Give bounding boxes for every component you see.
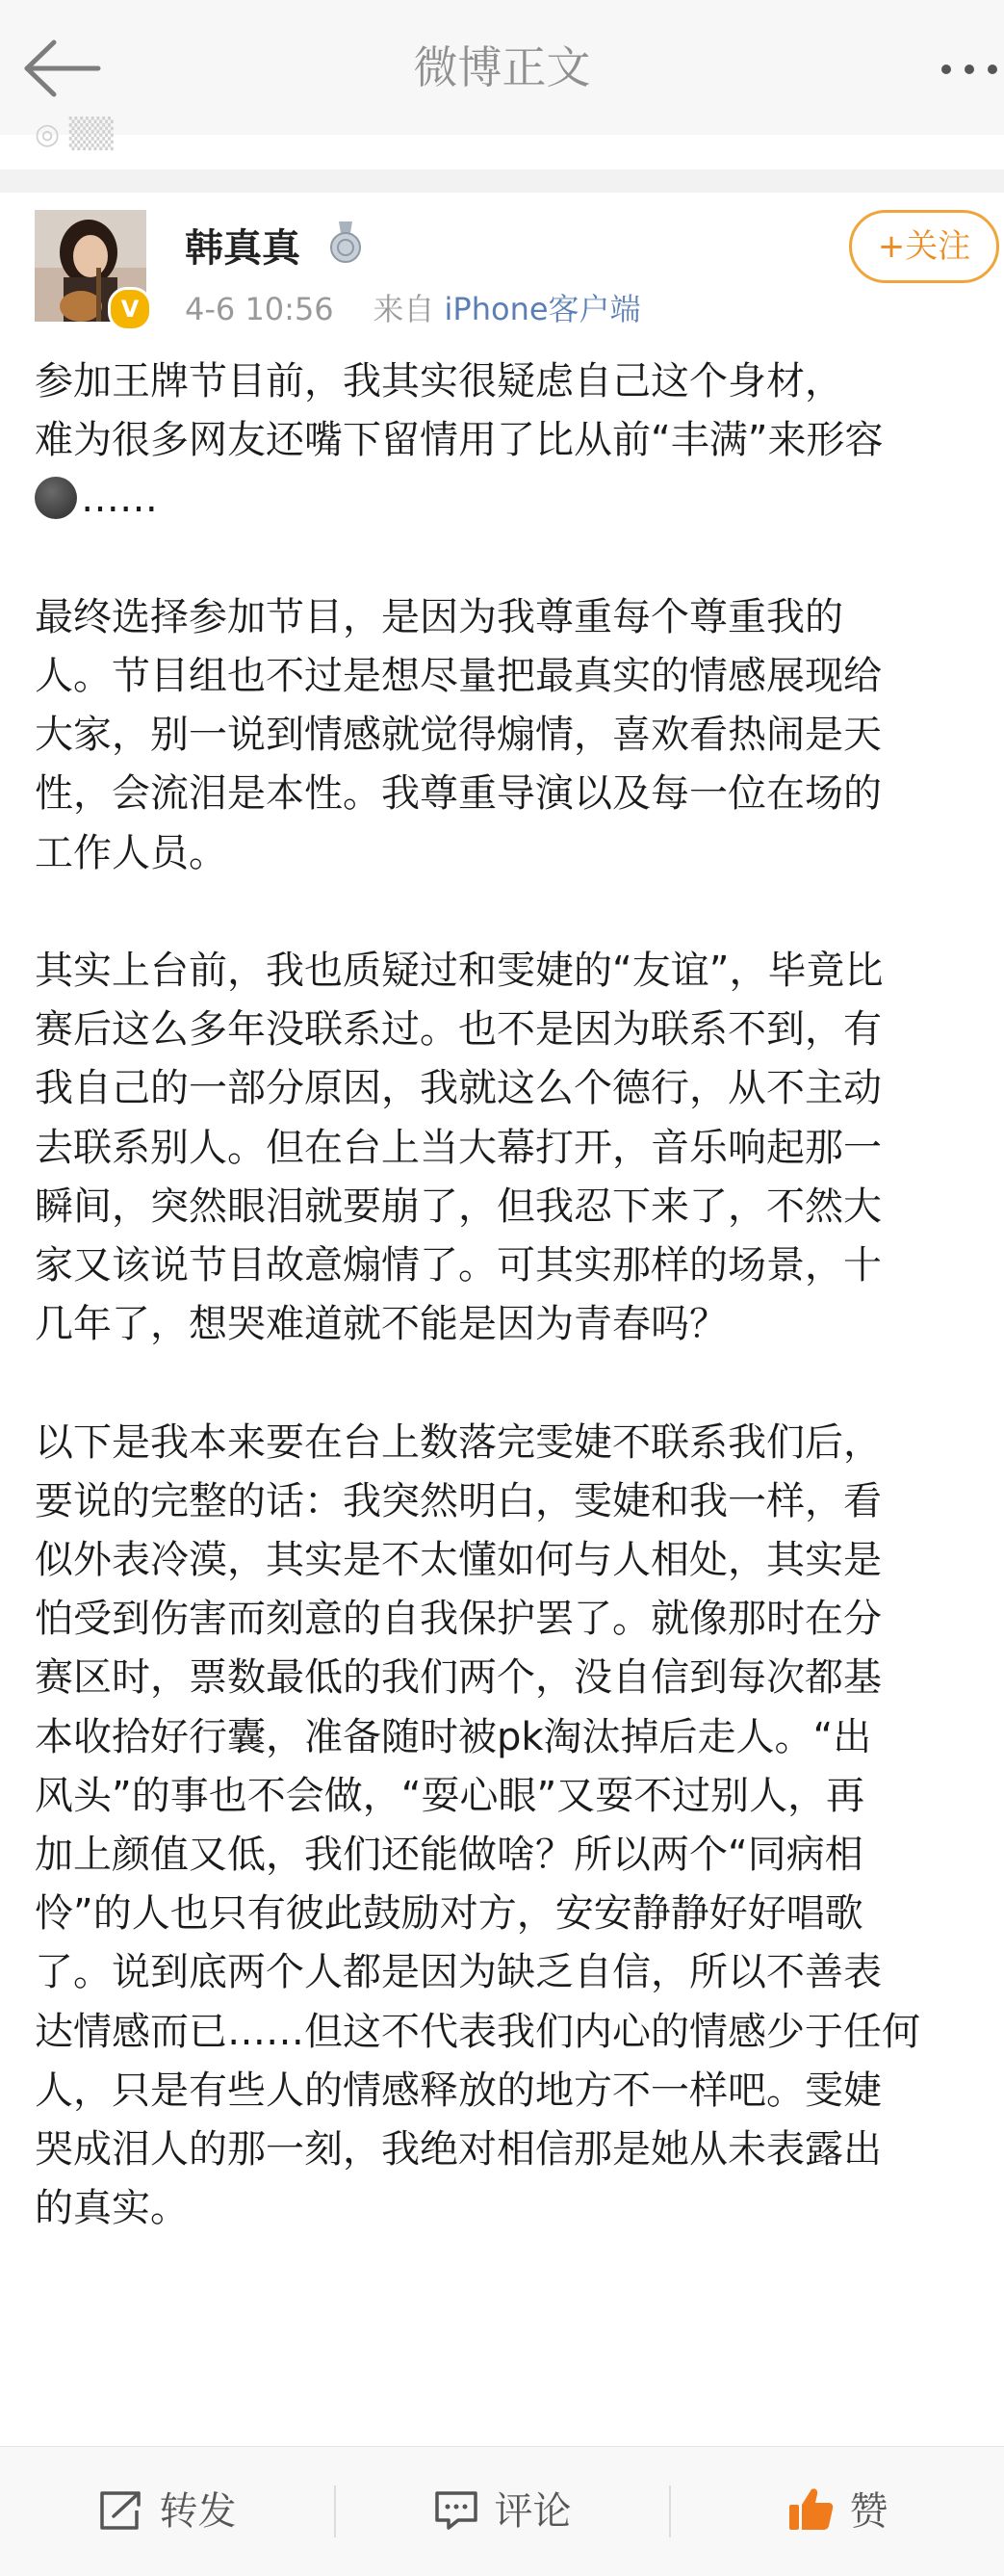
post-source-link[interactable]: iPhone客户端	[444, 291, 641, 327]
content-line: 的真实。	[35, 2186, 189, 2231]
content-line: 风头”的事也不会做，“耍心眼”又耍不过别人，再	[35, 1773, 865, 1818]
paragraph-break	[35, 530, 997, 588]
content-line: 怜”的人也只有彼此鼓励对方，安安静静好好唱歌	[35, 1891, 863, 1937]
content-line: 瞬间，突然眼泪就要崩了，但我忍下来了，不然大	[35, 1184, 882, 1229]
section-gap	[0, 169, 1004, 193]
thumbs-up-icon	[786, 2485, 835, 2532]
previous-content-strip	[0, 117, 1004, 169]
content-line: 达情感而已……但这不代表我们内心的情感少于任何	[35, 2009, 920, 2054]
like-label: 赞	[849, 2489, 888, 2534]
content-line: 大家，别一说到情感就觉得煽情，喜欢看热闹是天	[35, 713, 882, 758]
source-prefix: 来自	[373, 291, 435, 327]
content-line: 赛后这么多年没联系过。也不是因为联系不到，有	[35, 1007, 882, 1053]
content-line: 去联系别人。但在台上当大幕打开，音乐响起那一	[35, 1125, 882, 1170]
content-line: 本收拾好行囊，准备随时被pk淘汰掉后走人。“出	[35, 1714, 872, 1759]
content-line: 几年了，想哭难道就不能是因为青春吗？	[35, 1302, 728, 1347]
content-line: 赛区时，票数最低的我们两个，没自信到每次都基	[35, 1655, 882, 1701]
comment-button[interactable]	[335, 2447, 669, 2576]
content-line: 怕受到伤害而刻意的自我保护罢了。就像那时在分	[35, 1597, 882, 1642]
dark-face-emoji-icon	[35, 477, 77, 519]
content-line: 工作人员。	[35, 830, 227, 875]
scrolled-off-content-icon: ◎ ▒▒	[35, 117, 114, 151]
content-line: 要说的完整的话：我突然明白，雯婕和我一样，看	[35, 1478, 882, 1523]
content-line: 最终选择参加节目，是因为我尊重每个尊重我的	[35, 594, 843, 639]
action-toolbar	[0, 2446, 1004, 2576]
ellipsis-icon[interactable]	[939, 58, 1004, 81]
like-button[interactable]	[670, 2447, 1004, 2576]
content-line: 哭成泪人的那一刻，我绝对相信那是她从未表露出	[35, 2127, 882, 2173]
content-line: 参加王牌节目前，我其实很疑虑自己这个身材，	[35, 359, 843, 403]
content-line: 加上颜值又低，我们还能做啥？所以两个“同病相	[35, 1833, 863, 1878]
post-time: 4-6 10:56	[185, 291, 334, 327]
content-line-text: ……	[81, 477, 158, 522]
content-line: 了。说到底两个人都是因为缺乏自信，所以不善表	[35, 1950, 882, 1995]
post-content	[35, 352, 997, 2238]
comment-icon	[433, 2489, 479, 2532]
content-line: 以下是我本来要在台上数落完雯婕不联系我们后，	[35, 1419, 882, 1465]
content-line	[35, 470, 997, 529]
content-line: 似外表冷漠，其实是不太懂如何与人相处，其实是	[35, 1538, 882, 1583]
content-line: 人。节目组也不过是想尽量把最真实的情感展现给	[35, 654, 882, 698]
repost-icon	[98, 2489, 144, 2532]
paragraph-break	[35, 883, 997, 942]
content-line: 家又该说节目故意煽情了。可其实那样的场景，十	[35, 1243, 882, 1288]
content-line: 其实上台前，我也质疑过和雯婕的“友谊”，毕竟比	[35, 949, 884, 993]
medal-icon[interactable]	[327, 221, 364, 264]
author-name[interactable]: 韩真真	[185, 226, 300, 271]
page-title: 微博正文	[413, 41, 591, 93]
content-line: 人，只是有些人的情感释放的地方不一样吧。雯婕	[35, 2068, 882, 2113]
repost-button[interactable]	[0, 2447, 334, 2576]
navigation-bar	[0, 0, 1004, 135]
arrow-left-icon[interactable]	[19, 35, 106, 102]
verified-badge: V	[108, 287, 152, 331]
follow-button[interactable]: +关注	[849, 210, 999, 283]
content-line: 我自己的一部分原因，我就这么个德行，从不主动	[35, 1066, 882, 1111]
repost-label: 转发	[159, 2489, 237, 2534]
post-meta	[185, 285, 641, 329]
paragraph-break	[35, 1354, 997, 1413]
content-line: 难为很多网友还嘴下留情用了比从前“丰满”来形容	[35, 418, 884, 463]
content-line: 性，会流泪是本性。我尊重导演以及每一位在场的	[35, 771, 882, 817]
comment-label: 评论	[494, 2489, 572, 2534]
